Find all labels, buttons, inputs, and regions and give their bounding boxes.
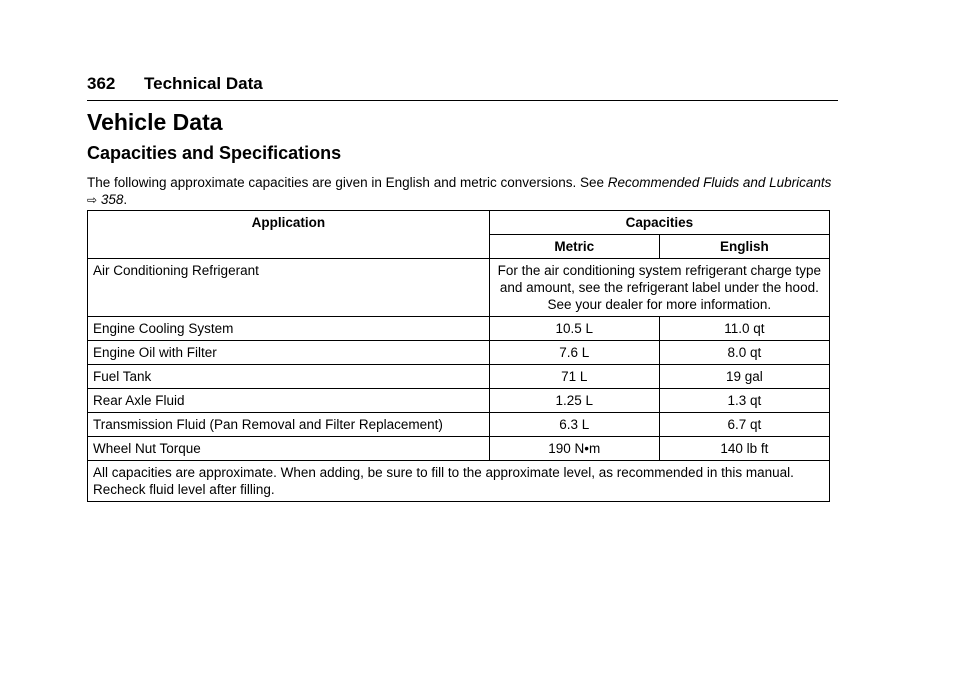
table-row-refrigerant <box>88 259 830 317</box>
table-row <box>88 317 830 341</box>
row-application: Fuel Tank <box>88 365 490 389</box>
recommended-fluids-link[interactable]: Recommended Fluids and Lubricants <box>607 175 832 190</box>
header-english: English <box>659 235 829 259</box>
row-application: Transmission Fluid (Pan Removal and Filter Replacement) <box>88 413 490 437</box>
section-title: Technical Data <box>144 74 263 93</box>
row-english: 19 gal <box>659 365 829 389</box>
page-ref-number[interactable]: 358 <box>100 192 124 207</box>
table-footnote-row <box>88 461 830 502</box>
row-application: Engine Oil with Filter <box>88 341 490 365</box>
row-english: 140 lb ft <box>659 437 829 461</box>
page-number: 362 <box>87 74 116 93</box>
row-english: 8.0 qt <box>659 341 829 365</box>
header-application: Application <box>88 211 490 259</box>
table-row <box>88 365 830 389</box>
page-header <box>87 70 838 101</box>
row-english: 1.3 qt <box>659 389 829 413</box>
header-capacities: Capacities <box>489 211 829 235</box>
row-metric: 6.3 L <box>489 413 659 437</box>
table-footnote: All capacities are approximate. When adding, be sure to fill to the approximate level, as recommended in this manual. Recheck fluid level after filling. <box>88 461 830 502</box>
header-metric: Metric <box>489 235 659 259</box>
table-header-row <box>88 211 830 235</box>
table-body <box>88 259 830 461</box>
row-metric: 190 N•m <box>489 437 659 461</box>
row-metric: 10.5 L <box>489 317 659 341</box>
row-application: Engine Cooling System <box>88 317 490 341</box>
row-english: 6.7 qt <box>659 413 829 437</box>
row-application: Rear Axle Fluid <box>88 389 490 413</box>
row-application: Wheel Nut Torque <box>88 437 490 461</box>
capacities-table <box>87 210 830 502</box>
table-row <box>88 413 830 437</box>
row-metric: 7.6 L <box>489 341 659 365</box>
refrigerant-note: For the air conditioning system refrigerant charge type and amount, see the refrigerant label under the hood. See your dealer for more information. <box>489 259 829 317</box>
intro-paragraph <box>87 174 832 209</box>
table-row <box>88 437 830 461</box>
section-subtitle: Capacities and Specifications <box>87 143 342 163</box>
intro-end: . <box>123 192 128 207</box>
row-application: Air Conditioning Refrigerant <box>88 259 490 317</box>
row-metric: 1.25 L <box>489 389 659 413</box>
row-english: 11.0 qt <box>659 317 829 341</box>
page-ref-arrow-icon: ⇨ <box>87 193 98 207</box>
table-row <box>88 341 830 365</box>
table-row <box>88 389 830 413</box>
page-title: Vehicle Data <box>87 109 223 135</box>
row-metric: 71 L <box>489 365 659 389</box>
intro-text: The following approximate capacities are given in English and metric conversions. See <box>87 175 608 190</box>
